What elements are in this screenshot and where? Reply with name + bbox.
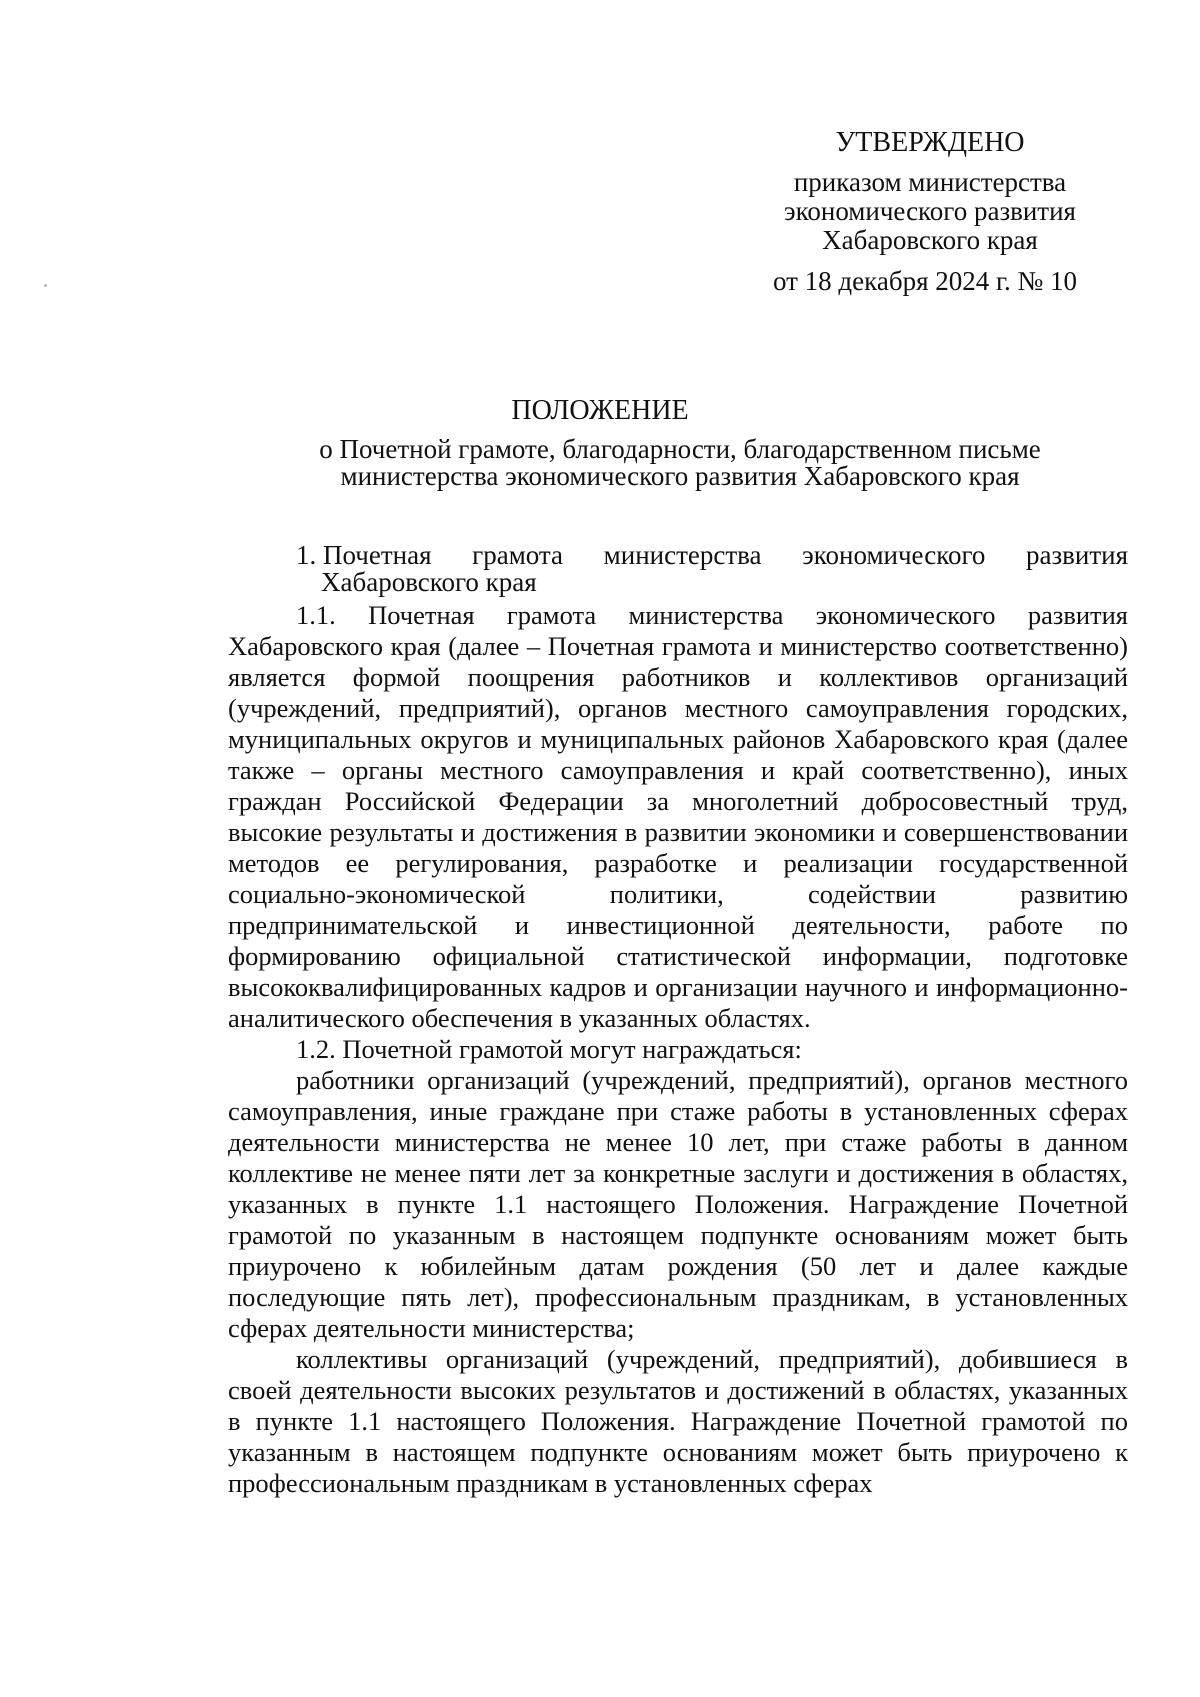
approval-order-line: приказом министерства — [793, 167, 1067, 197]
heading-word: грамота — [472, 540, 564, 570]
clause-1-2-item-collectives: коллективы организаций (учреждений, предприятий), добившиеся в своей деятельности высоких результатов и достижений в областях, указанных в пункте 1.1 настоящего Положения. Награждение Почетной грамотой по указанным в настоящем подпункте основаниям может быть приурочено к профессиональным праздникам в установленных сферах — [228, 1344, 1128, 1498]
approval-date: от 18 декабря 2024 г. № 10 — [772, 266, 1078, 296]
approval-order-line: Хабаровского края — [822, 225, 1038, 255]
heading-word: 1. Почетная — [296, 540, 432, 570]
section-heading-line — [228, 542, 1128, 569]
clause-1-2: 1.2. Почетной грамотой могут награждаться: — [296, 1034, 802, 1064]
subtitle-line: министерства экономического развития Хабаровского края — [340, 461, 1020, 491]
approval-stamp-block — [760, 128, 1100, 296]
approval-order-line: экономического развития — [784, 196, 1076, 226]
approved-title: УТВЕРЖДЕНО — [835, 127, 1025, 158]
section-heading — [228, 542, 1128, 596]
document-subtitle — [280, 436, 1080, 490]
scan-artifact — [44, 284, 47, 287]
heading-word: экономического — [802, 540, 986, 570]
heading-word: министерства — [603, 540, 762, 570]
subtitle-line: о Почетной грамоте, благодарности, благодарственном письме — [319, 434, 1041, 464]
heading-word: развития — [1025, 540, 1128, 570]
document-body — [228, 600, 1128, 1499]
document-title: ПОЛОЖЕНИЕ — [511, 395, 689, 426]
clause-1-2-item-workers: работники организаций (учреждений, предприятий), органов местного самоуправления, иные граждане при стаже работы в установленных сферах деятельности министерства не менее 10 лет, при стаже работы в данном коллективе не менее пяти лет за конкретные заслуги и достижения в областях, указанных в пункте 1.1 настоящего Положения. Награждение Почетной грамотой по указанным в настоящем подпункте основаниям может быть приурочено к юбилейным датам рождения (50 лет и далее каждые последующие пять лет), профессиональным праздникам, в установленных сферах деятельности министерства; — [228, 1065, 1128, 1343]
section-heading-line: Хабаровского края — [321, 567, 537, 597]
clause-1-1: 1.1. Почетная грамота министерства экономического развития Хабаровского края (далее – Почетная грамота и министерство соответственно) является формой поощрения работников и коллективов организаций (учреждений, предприятий), органов местного самоуправления городских, муниципальных округов и муниципальных районов Хабаровского края (далее также – органы местного самоуправления и край соответственно), иных граждан Российской Федерации за многолетний добросовестный труд, высокие результаты и достижения в развитии экономики и совершенствовании методов ее регулирования, разработке и реализации государственной социально-экономической политики, содействии развитию предпринимательской и инвестиционной деятельности, работе по формированию официальной статистической информации, подготовке высококвалифицированных кадров и организации научного и информационно-аналитического обеспечения в указанных областях. — [228, 600, 1128, 1033]
